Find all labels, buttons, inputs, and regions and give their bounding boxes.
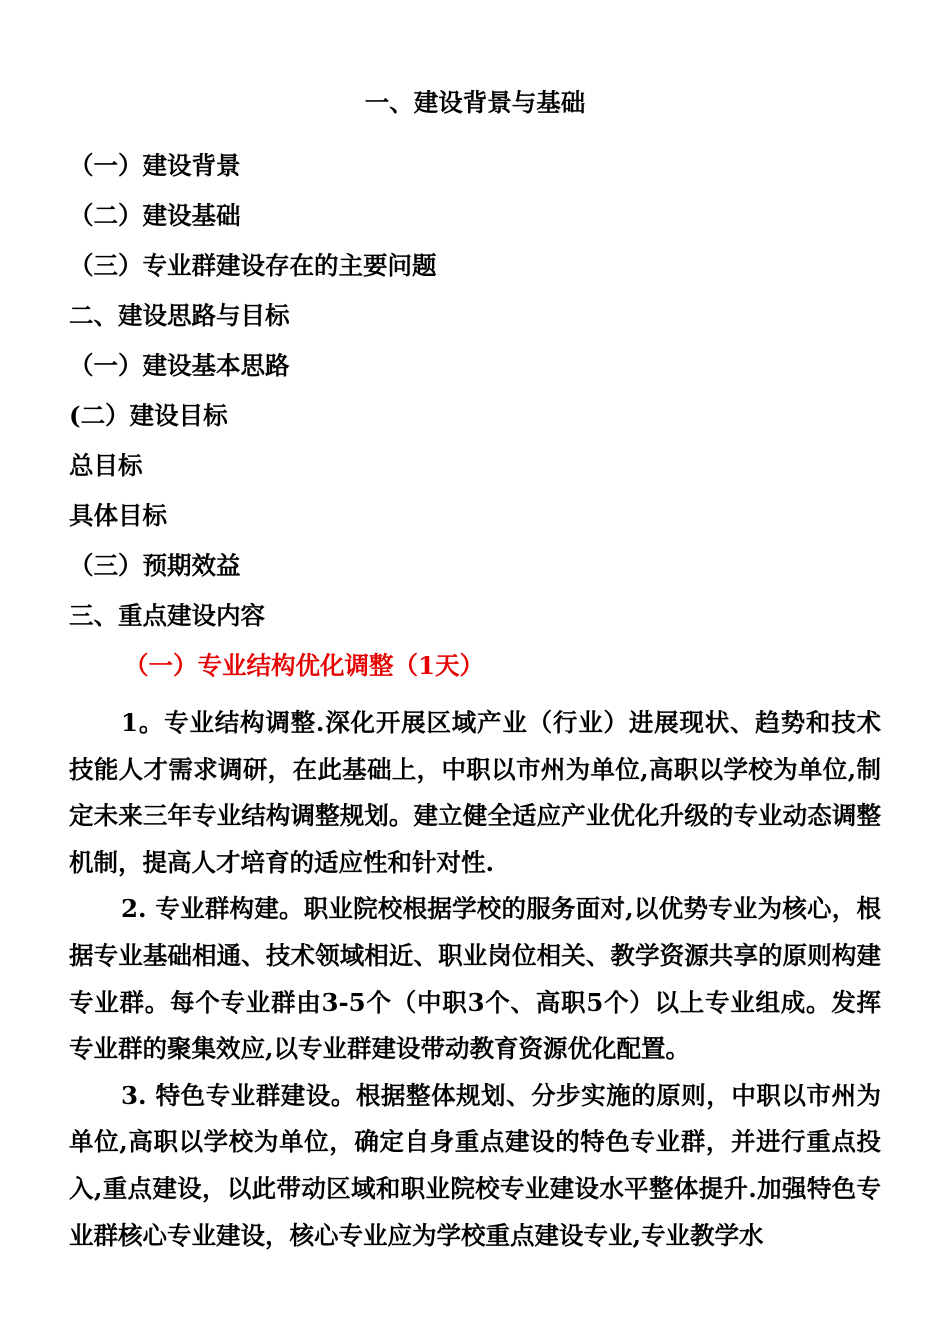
red-subheading: （一）专业结构优化调整（1天）: [124, 651, 485, 680]
outline-item: （一）建设基本思路: [69, 351, 290, 380]
outline-item: （三）专业群建设存在的主要问题: [69, 251, 437, 280]
outline-item: 具体目标: [69, 501, 167, 530]
outline-item: （三）预期效益: [69, 551, 241, 580]
outline-item: （一）建设背景: [69, 151, 241, 180]
outline-item: 二、建设思路与目标: [69, 301, 290, 330]
body-text: [69, 700, 881, 1259]
outline-item: 三、重点建设内容: [69, 601, 265, 630]
paragraph: 2. 专业群构建。职业院校根据学校的服务面对,以优势专业为核心，根据专业基础相通、技术领域相近、职业岗位相关、教学资源共享的原则构建专业群。每个专业群由3-5个（中职3个、高职5个）以上专业组成。发挥专业群的聚集效应,以专业群建设带动教育资源优化配置。: [69, 894, 881, 1064]
outline-item: （二）建设基础: [69, 201, 241, 230]
paragraph: 3. 特色专业群建设。根据整体规划、分步实施的原则，中职以市州为单位,高职以学校为单位，确定自身重点建设的特色专业群，并进行重点投入,重点建设，以此带动区域和职业院校专业建设水平整体提升.加强特色专业群核心专业建设，核心专业应为学校重点建设专业,专业教学水: [69, 1080, 881, 1250]
section-title: 一、建设背景与基础: [364, 88, 586, 117]
outline-list: [69, 148, 437, 648]
paragraph: 1。专业结构调整.深化开展区域产业（行业）进展现状、趋势和技术技能人才需求调研，在此基础上，中职以市州为单位,高职以学校为单位,制定未来三年专业结构调整规划。建立健全适应产业优化升级的专业动态调整机制，提高人才培育的适应性和针对性.: [69, 708, 881, 877]
outline-item: 总目标: [69, 451, 143, 480]
outline-item: (二）建设目标: [69, 401, 228, 430]
